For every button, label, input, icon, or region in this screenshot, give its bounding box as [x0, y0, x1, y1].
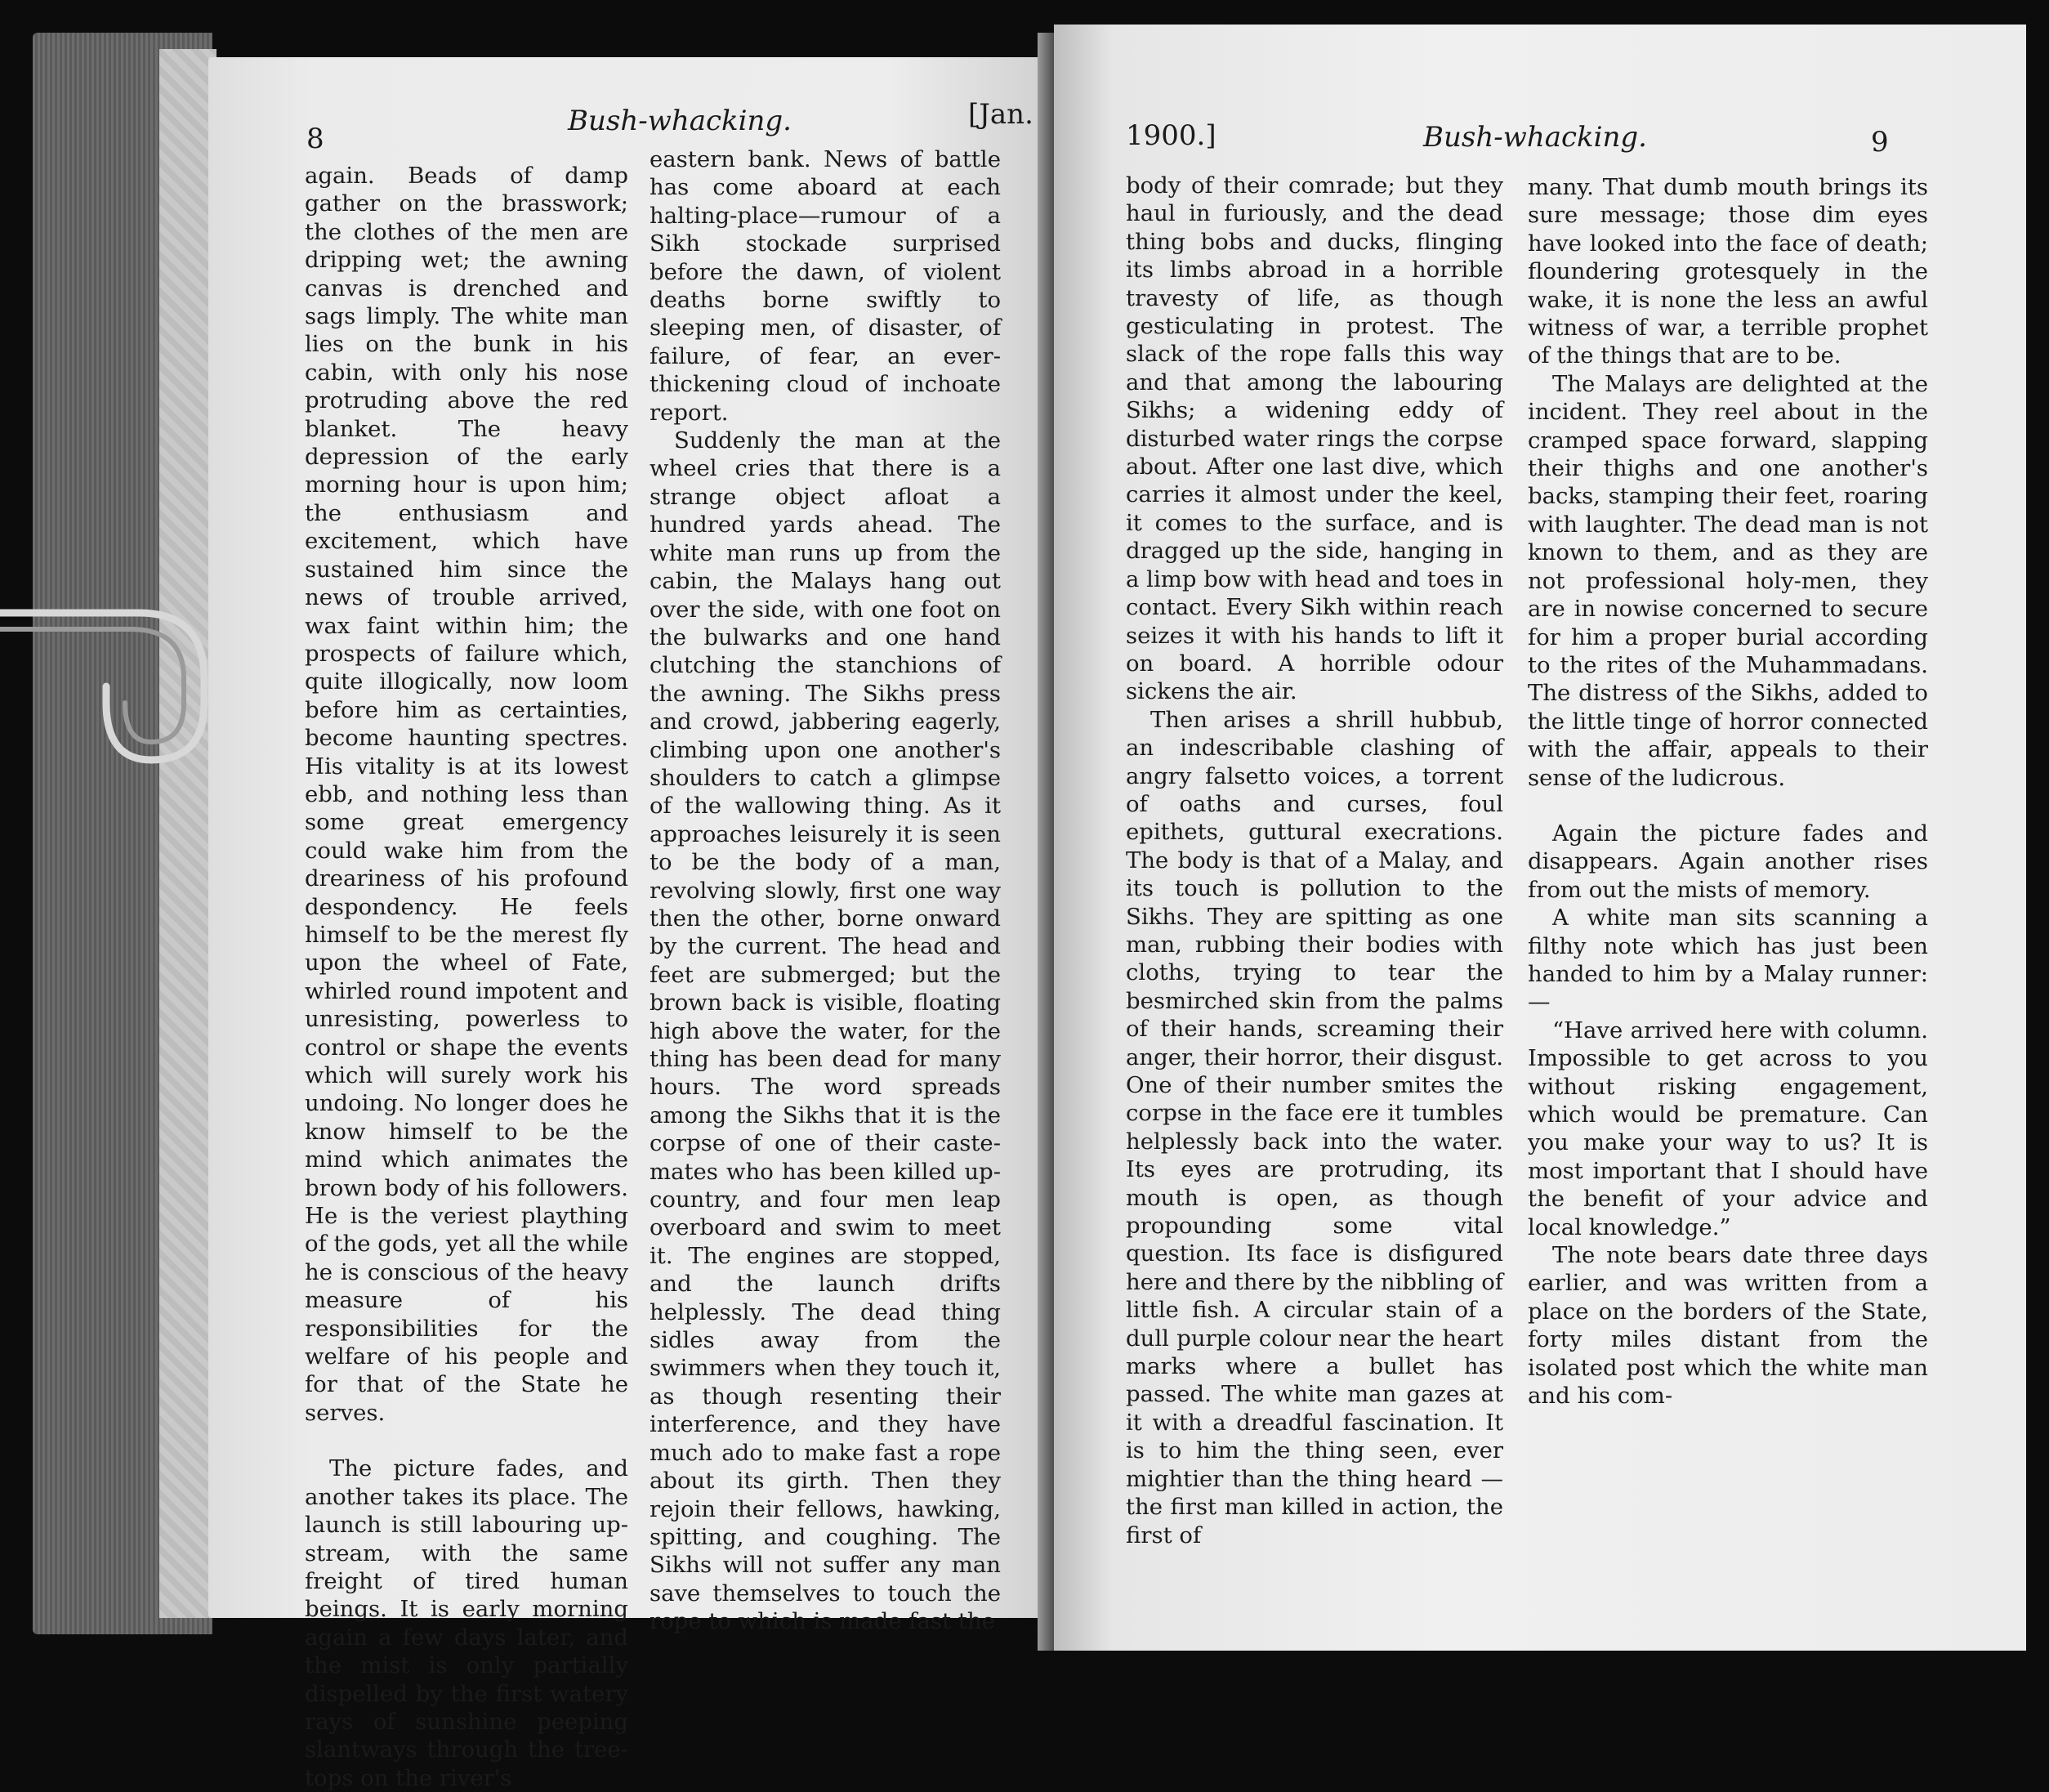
right-running-title-text: Bush-whacking. — [1423, 121, 1647, 154]
paragraph: many. That dumb mouth brings its sure message; those dim eyes have looked into the face of death; floundering grotesquely in the wake, it is none the less an awful witness of war, a terrible prophet of the things that are to be. — [1528, 174, 1928, 369]
paragraph: Then arises a shrill hubbub, an indescribable clashing of angry falsetto voices, a torrent of oaths and curses, foul epithets, guttural execrations. The body is that of a Malay, and its touch is pollution to the Sikhs. They are spitting as one man, rubbing their bodies with cloths, trying to tear the besmirched skin from the palms of their hands, screaming their anger, their horror, their disgust. One of their number smites the corpse in the face ere it tumbles helplessly back into the water. Its eyes are protruding, its mouth is open, as though propounding some vital question. Its face is disfigured here and there by the nibbling of little fish. A circular stain of a dull purple colour near the heart marks where a bullet has passed. The white man gazes at it with a dreadful fascination. It is to him the thing seen, ever mightier than the thing heard — the first man killed in action, the first of — [1126, 706, 1503, 1548]
left-running-title-text: Bush-whacking. — [568, 105, 792, 137]
right-page-number: 9 — [1871, 126, 1889, 159]
left-page-number: 8 — [306, 123, 324, 155]
right-page — [1054, 25, 2026, 1651]
paragraph: Suddenly the man at the wheel cries that there is a strange object afloat a hundred yards ahead. The white man runs up from the cabin, the Malays hang out over the side, with one foot on the bulwarks and one hand clutching the stanchions of the awning. The Sikhs press and crowd, jabbering eagerly, climbing upon one another's shoulders to catch a glimpse of the wallowing thing. As it approaches leisurely it is seen to be the body of a man, revolving slowly, first one way then the other, borne onward by the current. The head and feet are submerged; but the brown back is visible, floating high above the water, for the thing has been dead for many hours. The word spreads among the Sikhs that it is the corpse of one of their caste-mates who has been killed up-country, and four men leap overboard and swim to meet it. The engines are stopped, and the launch drifts helplessly. The dead thing sidles away from the swimmers when they touch it, as though resenting their interference, and they have much ado to make fast a rope about its girth. Then they rejoin their fellows, hawking, spitting, and coughing. The Sikhs will not suffer any man save themselves to touch the rope to which is made fast the — [650, 427, 1001, 1635]
paragraph: again. Beads of damp gather on the brasswork; the clothes of the men are dripping wet; the awning canvas is drenched and sags limply. The white man lies on the bunk in his cabin, with only his nose protruding above the red blanket. The heavy depression of the early morning hour is upon him; the enthusiasm and excitement, which have sustained him since the news of trouble arrived, wax faint within him; the prospects of failure which, quite illogically, now loom before him as certainties, become haunting spectres. His vitality is at its lowest ebb, and nothing less than some great emergency could wake him from the dreariness of his profound despondency. He feels himself to be the merest fly upon the wheel of Fate, whirled round impotent and unresisting, powerless to control or shape the events which will surely work his undoing. No longer does he know himself to be the mind which animates the brown body of his followers. He is the veriest plaything of the gods, yet all the while he is conscious of the heavy measure of his responsibilities for the welfare of his people and for that of the State he serves. — [305, 163, 628, 1426]
left-running-title — [568, 105, 792, 137]
right-running-title — [1423, 121, 1647, 154]
left-column-1 — [305, 162, 628, 1792]
paragraph: A white man sits scanning a filthy note which has just been handed to him by a Malay runner:— — [1528, 905, 1928, 1016]
right-column-1 — [1126, 172, 1503, 1549]
paper-clip — [0, 597, 237, 793]
paragraph: Again the picture fades and disappears. Again another rises from out the mists of memory. — [1528, 820, 1928, 903]
left-column-2 — [650, 145, 1001, 1636]
paragraph: The note bears date three days earlier, and was written from a place on the borders of the State, forty miles distant from the isolated post which the white man and his com- — [1528, 1242, 1928, 1410]
left-date-mark: [Jan. — [968, 98, 1033, 131]
left-page — [208, 57, 1058, 1791]
right-date-mark: 1900.] — [1126, 119, 1216, 152]
paragraph: body of their comrade; but they haul in furiously, and the dead thing bobs and ducks, flinging its limbs abroad in a horrible travesty of life, as though gesticulating in protest. The slack of the rope falls this way and that among the labouring Sikhs; a widening eddy of disturbed water rings the corpse about. After one last dive, which carries it almost under the keel, it comes to the surface, and is dragged up the side, hanging in a limp bow with head and toes in contact. Every Sikh within reach seizes it with his hands to lift it on board. A horrible odour sickens the air. — [1126, 172, 1503, 705]
paragraph: The picture fades, and another takes its place. The launch is still labouring up-stream, with the same freight of tired human beings. It is early morning again a few days later, and the mist is only partially dispelled by the first watery rays of sunshine peeping slantways through the tree-tops on the river's — [305, 1455, 628, 1791]
paragraph: eastern bank. News of battle has come aboard at each halting-place—rumour of a Sikh stockade surprised before the dawn, of violent deaths borne swiftly to sleeping men, of disaster, of failure, of fear, an ever-thickening cloud of inchoate report. — [650, 146, 1001, 426]
paragraph: “Have arrived here with column. Impossible to get across to you without risking engagement, which would be premature. Can you make your way to us? It is most important that I should have the benefit of your advice and local knowledge.” — [1528, 1017, 1928, 1240]
right-column-2 — [1528, 173, 1928, 1410]
paragraph: The Malays are delighted at the incident. They reel about in the cramped space forward, slapping their thighs and one another's backs, stamping their feet, roaring with laughter. The dead man is not known to them, and as they are not professional holy-men, they are in nowise concerned to secure for him a proper burial according to the rites of the Muhammadans. The distress of the Sikhs, added to the little tinge of horror connected with the affair, appeals to their sense of the ludicrous. — [1528, 370, 1928, 791]
